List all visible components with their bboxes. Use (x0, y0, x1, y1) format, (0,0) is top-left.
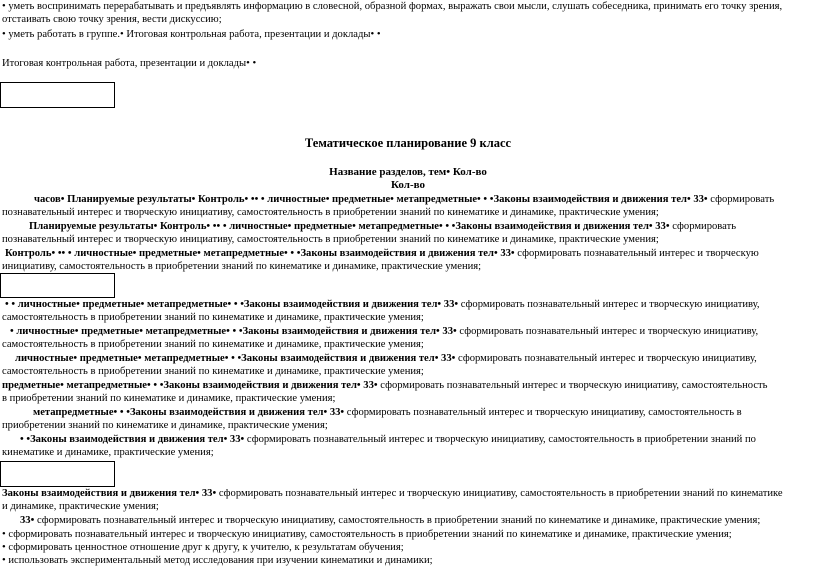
bullet-item: • сформировать познавательный интерес и творческую инициативу, самостоятельность в приобретении знаний по кинематике и динамике, практические умения; (2, 529, 732, 540)
table-header-count: Кол-во (391, 179, 425, 191)
empty-table-cell (0, 461, 115, 487)
row-text: сформировать познавательный интерес и творческую инициативу, (458, 299, 760, 310)
row-text: сформировать познавательный интерес и творческую (514, 248, 759, 259)
table-row (29, 220, 816, 233)
row-header: • •Законы взаимодействия и движения тел• 33• (20, 434, 245, 445)
table-row (33, 406, 816, 419)
table-row (5, 247, 816, 260)
row-text-cont: познавательный интерес и творческую инициативу, самостоятельность в приобретении знаний по кинематике и динамике, практические умения; (2, 207, 659, 218)
table-row (2, 379, 816, 392)
table-row (20, 433, 816, 446)
table-row (34, 193, 816, 206)
row-text-cont: самостоятельность в приобретении знаний по кинематике и динамике, практические умения; (2, 339, 424, 350)
row-text: сформировать познавательный интерес и творческую инициативу, самостоятельность (377, 380, 768, 391)
intro-line-3: • уметь работать в группе.• Итоговая контрольная работа, презентации и доклады• • (2, 29, 381, 40)
intro-line-4: Итоговая контрольная работа, презентации и доклады• • (2, 58, 257, 69)
page-title: Тематическое планирование 9 класс (304, 136, 512, 150)
row-header: • личностные• предметные• метапредметные• • •Законы взаимодействия и движения тел• 33• (10, 326, 457, 337)
row-text: сформировать познавательный интерес и творческую инициативу, (456, 326, 759, 337)
row-text: сформировать познавательный интерес и творческую инициативу, самостоятельность в приобретении знаний по кинематике (216, 488, 783, 499)
row-text-cont: приобретении знаний по кинематике и динамике, практические умения; (2, 420, 328, 431)
row-header: • • личностные• предметные• метапредметные• • •Законы взаимодействия и движения тел• 33• (5, 299, 459, 310)
table-row (10, 325, 816, 338)
row-text: сформировать познавательный интерес и творческую инициативу, самостоятельность в приобретении знаний по (244, 434, 756, 445)
bullet-item: • использовать экспериментальный метод исследования при изучении кинематики и динамики; (2, 555, 433, 566)
empty-table-cell (0, 82, 115, 108)
row-text: сформировать познавательный интерес и творческую инициативу, (455, 353, 757, 364)
row-header: Контроль• •• • личностные• предметные• метапредметные• • •Законы взаимодействия и движения тел• 33• (5, 248, 515, 259)
row-header: часов• Планируемые результаты• Контроль• •• • личностные• предметные• метапредметные• • •Законы взаимодействия и движения тел• 33• (34, 194, 708, 205)
row-text: сформировать (707, 194, 775, 205)
row-header: Планируемые результаты• Контроль• •• • личностные• предметные• метапредметные• • •Законы взаимодействия и движения тел• 33• (29, 221, 670, 232)
intro-line-1: • уметь воспринимать перерабатывать и предъявлять информацию в словесной, образной формах, выражать свои мысли, слушать собеседника, принимать его точку зрения, (2, 1, 783, 12)
row-text: сформировать познавательный интерес и творческую инициативу, самостоятельность в (344, 407, 742, 418)
row-text-cont: познавательный интерес и творческую инициативу, самостоятельность в приобретении знаний по кинематике и динамике, практические умения; (2, 234, 659, 245)
bullet-item: • сформировать ценностное отношение друг к другу, к учителю, к результатам обучения; (2, 542, 404, 553)
empty-table-cell (0, 273, 115, 298)
row-header: 33• (20, 515, 35, 526)
row-text-cont: и динамике, практические умения; (2, 501, 159, 512)
row-text-cont: самостоятельность в приобретении знаний по кинематике и динамике, практические умения; (2, 312, 424, 323)
row-header: метапредметные• • •Законы взаимодействия и движения тел• 33• (33, 407, 345, 418)
row-header: личностные• предметные• метапредметные• • •Законы взаимодействия и движения тел• 33• (15, 353, 456, 364)
row-text-cont: самостоятельность в приобретении знаний по кинематике и динамике, практические умения; (2, 366, 424, 377)
row-header: Законы взаимодействия и движения тел• 33• (2, 488, 217, 499)
row-text-cont: кинематике и динамике, практические умения; (2, 447, 214, 458)
intro-line-2: отстаивать свою точку зрения, вести дискуссию; (2, 14, 222, 25)
row-text-cont: в приобретении знаний по кинематике и динамике, практические умения; (2, 393, 336, 404)
table-row (2, 487, 816, 500)
table-row (5, 298, 816, 311)
table-row (20, 514, 816, 527)
table-row (15, 352, 816, 365)
row-text: сформировать (669, 221, 737, 232)
row-header: предметные• метапредметные• • •Законы взаимодействия и движения тел• 33• (2, 380, 378, 391)
row-text-cont: инициативу, самостоятельность в приобретении знаний по кинематике и динамике, практические умения; (2, 261, 482, 272)
table-header-sections: Название разделов, тем• Кол-во (329, 166, 487, 178)
row-text: сформировать познавательный интерес и творческую инициативу, самостоятельность в приобретении знаний по кинематике и динамике, практические умения; (34, 515, 761, 526)
